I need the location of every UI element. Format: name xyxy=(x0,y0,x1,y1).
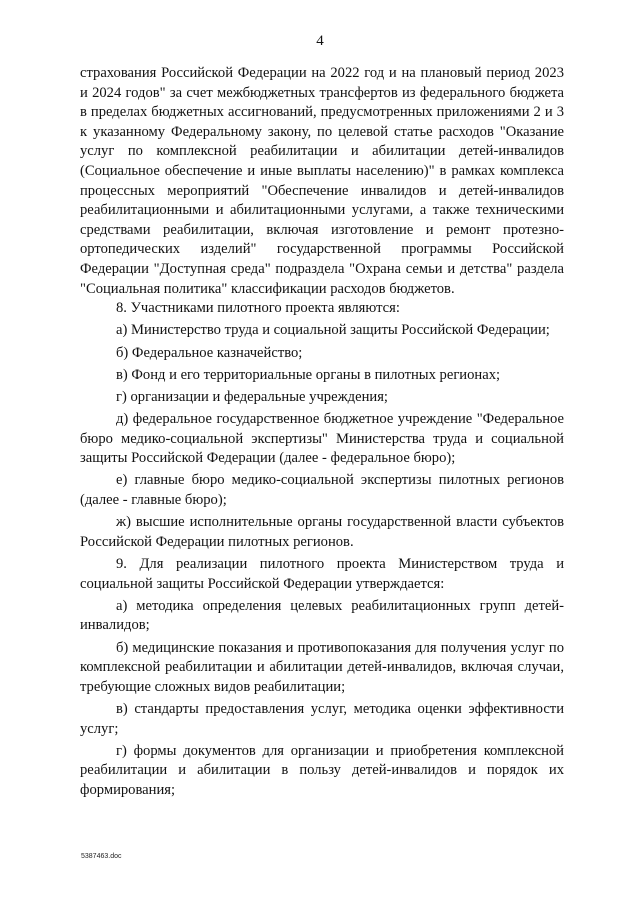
paragraph-item-9: 9. Для реализации пилотного проекта Министерством труда и социальной защиты Российской Федерации утверждается: xyxy=(80,556,564,592)
paragraph-budget-continuation: страхования Российской Федерации на 2022 год и на плановый период 2023 и 2024 годов" за счет межбюджетных трансфертов из федерального бюджета в пределах бюджетных ассигнований, предусмотренных приложениями 2 и 3 к указанному Федеральному закону, по целевой статье расходов "Оказание услуг по комплексной реабилитации и абилитации детей-инвалидов (Социальное обеспечение и иные выплаты населению)" в рамках комплекса процессных мероприятий "Обеспечение инвалидов и детей-инвалидов реабилитационными и абилитационными услугами, а также техническими средствами реабилитации, включая изготовление и ремонт протезно-ортопедических изделий" государственной программы Российской Федерации "Доступная среда" подраздела "Охрана семьи и детства" раздела "Социальная политика" классификации расходов бюджетов. xyxy=(80,65,564,297)
paragraph-9b: б) медицинские показания и противопоказания для получения услуг по комплексной реабилитации и абилитации детей-инвалидов, включая случаи, требующие сложных видов реабилитации; xyxy=(80,639,564,695)
paragraph-8g: ж) высшие исполнительные органы государственной власти субъектов Российской Федерации пилотных регионов. xyxy=(80,514,564,550)
document-footer-filename: 5387463.doc xyxy=(81,853,122,860)
document-body xyxy=(80,64,564,801)
paragraph-8b: б) Федеральное казначейство; xyxy=(116,344,303,361)
page-number: 4 xyxy=(316,33,324,49)
paragraph-8f: е) главные бюро медико-социальной экспертизы пилотных регионов (далее - главные бюро); xyxy=(80,472,564,509)
paragraph-9d: г) формы документов для организации и приобретения комплексной реабилитации и абилитации в пользу детей-инвалидов и порядок их формирования; xyxy=(80,742,564,798)
paragraph-8a: а) Министерство труда и социальной защиты Российской Федерации; xyxy=(116,322,550,339)
paragraph-8d: г) организации и федеральные учреждения; xyxy=(116,388,388,405)
paragraph-9a: а) методика определения целевых реабилитационных групп детей-инвалидов; xyxy=(80,597,564,634)
paragraph-8c: в) Фонд и его территориальные органы в пилотных регионах; xyxy=(116,366,501,383)
paragraph-item-8: 8. Участниками пилотного проекта являются: xyxy=(116,300,400,317)
paragraph-9c: в) стандарты предоставления услуг, методика оценки эффективности услуг; xyxy=(80,700,564,737)
paragraph-8e: д) федеральное государственное бюджетное учреждение "Федеральное бюро медико-социальной экспертизы" Министерства труда и социальной защиты Российской Федерации (далее - федеральное бюро); xyxy=(80,411,564,467)
